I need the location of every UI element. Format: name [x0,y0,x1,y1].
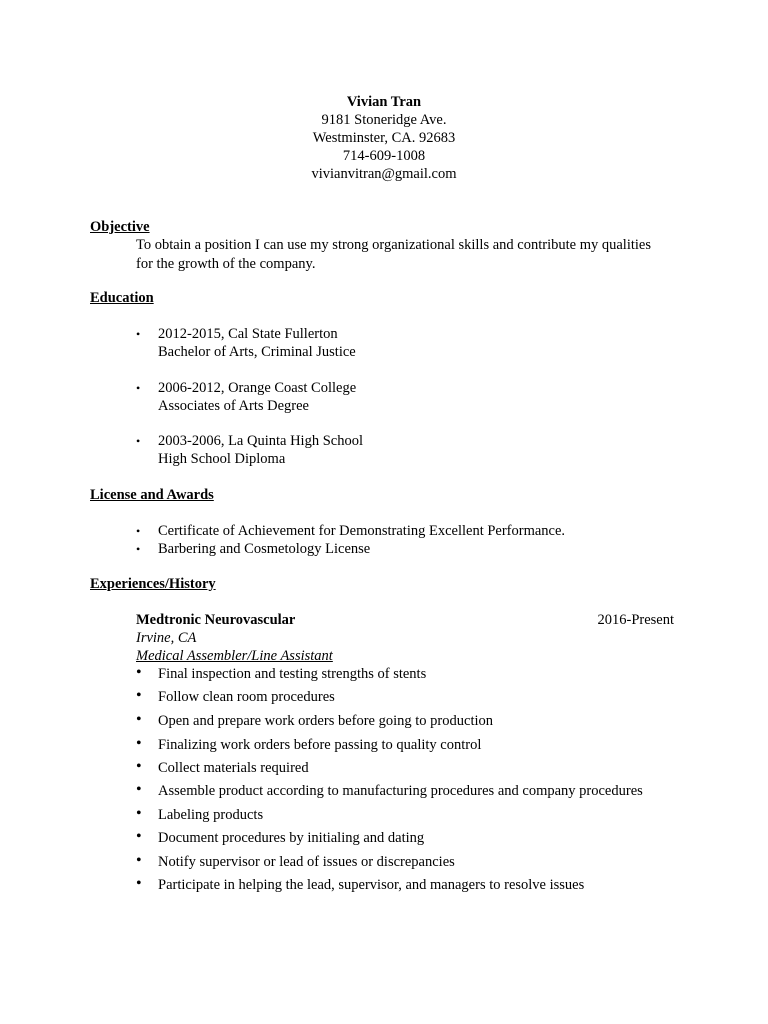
objective-heading: Objective [90,219,150,235]
bullet-icon: • [136,664,142,681]
bullet-icon: • [136,828,142,845]
job-location-row [136,629,676,647]
bullet-icon: • [136,735,142,752]
objective-line: To obtain a position I can use my strong organizational skills and contribute my qualities [136,237,651,253]
bullet-icon: • [136,524,141,538]
job-header [136,611,676,629]
education-heading: Education [90,290,154,306]
bullet-icon: • [136,711,142,728]
phone-number: 714-609-1008 [342,148,426,164]
street-address: 9181 Stoneridge Ave. [321,112,447,128]
bullet-icon: • [136,875,142,892]
bullet-icon: • [136,852,142,869]
job-location: Irvine, CA [136,630,197,646]
job-role: Medical Assembler/Line Assistant [136,648,333,664]
bullet-icon: • [136,805,142,822]
education-school: 2006-2012, Orange Coast College [158,380,357,396]
awards-heading: License and Awards [90,487,214,503]
experience-heading: Experiences/History [90,576,216,592]
applicant-name: Vivian Tran [346,94,422,110]
job-role-row [136,647,676,665]
education-school: 2003-2006, La Quinta High School [158,433,363,449]
objective-line: for the growth of the company. [136,255,316,272]
email-address: vivianvitran@gmail.com [311,166,457,182]
bullet-icon: • [136,381,141,395]
education-school: 2012-2015, Cal State Fullerton [158,326,338,342]
job-dates: 2016-Present [597,612,674,628]
bullet-icon: • [136,781,142,798]
education-degree: High School Diploma [158,451,286,467]
bullet-icon: • [136,758,142,775]
education-degree: Associates of Arts Degree [158,398,309,414]
bullet-icon: • [136,687,142,704]
education-degree: Bachelor of Arts, Criminal Justice [158,344,356,360]
bullet-icon: • [136,327,141,341]
objective-text [136,236,696,273]
bullet-icon: • [136,434,141,448]
city-state-zip: Westminster, CA. 92683 [312,130,456,146]
job-company: Medtronic Neurovascular [136,612,296,628]
bullet-icon: • [136,542,141,556]
resume-page: Vivian Tran 9181 Stoneridge Ave. Westminster, CA. 92683 714-609-1008 vivianvitran@gmail.com Objective To obtain a position I can use my strong organizational skills and contribute my qualities for the growth of the company. Education • 2012-2015, Cal State Fullerton Bachelor of Arts, Criminal Justice • 2006-2012, Orange Coast College Associates of Arts Degree • 2003-2006, La Quinta High School High School Diploma License and Awards • Certificate of Achievement for Demonstrating Excellent Performance. • Barbering and Cosmetology License Experiences/History Medtronic Neurovascular 2016-Present Irvine, CA Medical Assembler/Line Assistant • Final inspection and testing strengths of stents • Follow clean room procedures • Open and prepare work orders before going to production • Finalizing work orders before passing to quality control • Collect materials required • Assemble product according to manufacturing procedures and company procedures • Labeling products • Document procedures by initialing and dating • Notify supervisor or lead of issues or discrepancies • Participate in helping the lead, supervisor, and managers to resolve issues [0,0,768,1024]
contact-header [0,93,768,183]
